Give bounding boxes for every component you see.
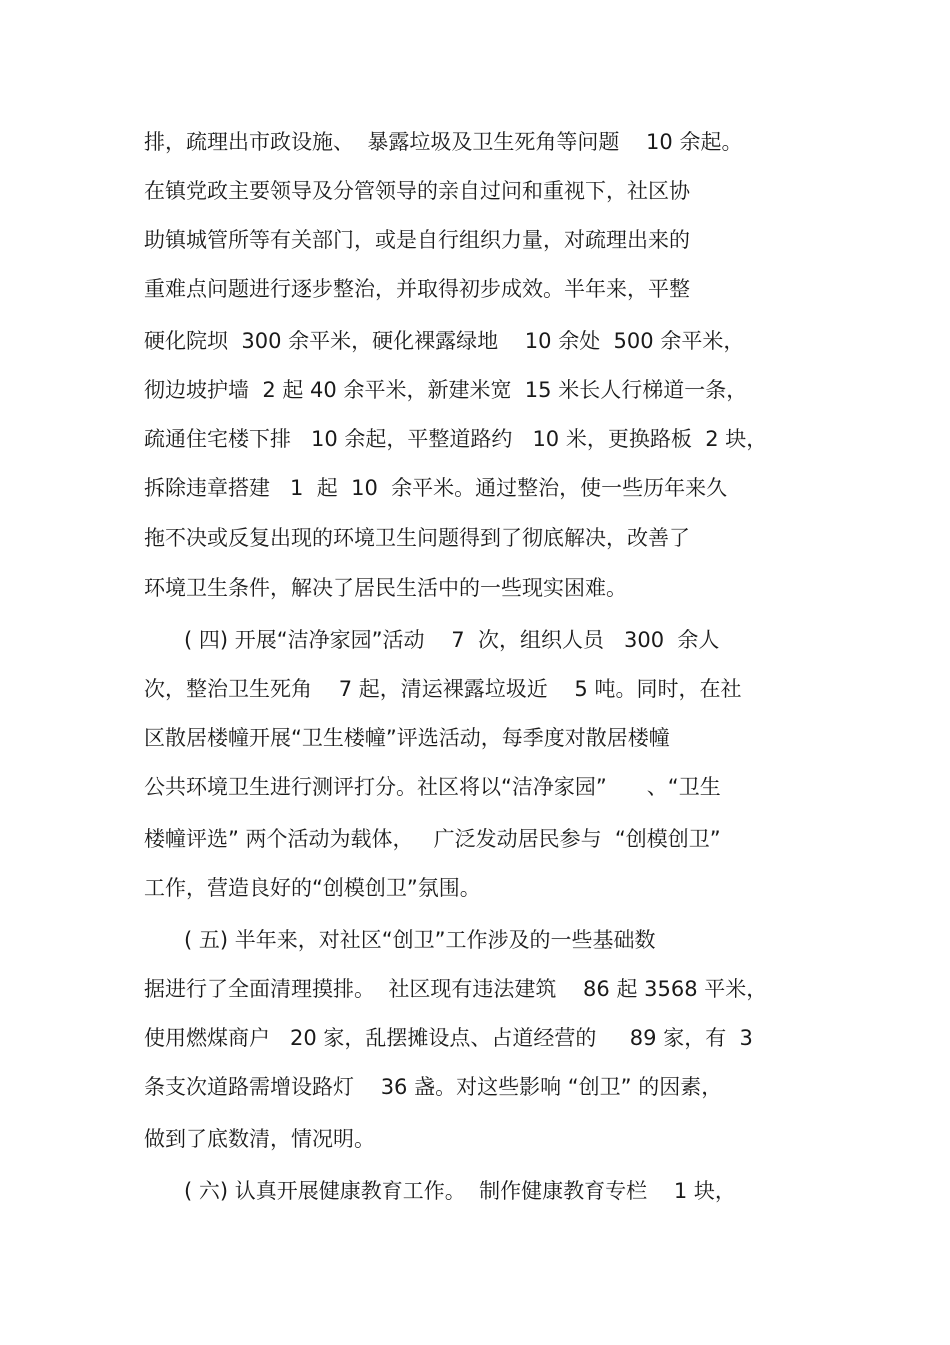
text-line-1: 排，疏理出市政设施、 暴露垃圾及卫生死角等问题 10 余起。 [144,130,743,154]
text-line-10: 环境卫生条件，解决了居民生活中的一些现实困难。 [144,576,627,600]
text-line-15: 楼幢评选” 两个活动为载体， 广泛发动居民参与 “创模创卫” [144,827,721,851]
text-line-4: 重难点问题进行逐步整治，并取得初步成效。半年来，平整 [144,277,690,301]
text-line-6: 彻边坡护墙 2 起 40 余平米，新建米宽 15 米长人行梯道一条， [144,378,748,402]
text-line-14: 公共环境卫生进行测评打分。社区将以“洁净家园” 、“卫生 [144,775,721,799]
text-line-5: 硬化院坝 300 余平米，硬化裸露绿地 10 余处 500 余平米， [144,329,745,353]
text-line-19: 使用燃煤商户 20 家，乱摆摊设点、占道经营的 89 家，有 3 [144,1026,753,1050]
text-line-9: 拖不决或反复出现的环境卫生问题得到了彻底解决，改善了 [144,526,690,550]
text-line-16: 工作，营造良好的“创模创卫”氛围。 [144,876,481,900]
text-line-13: 区散居楼幢开展“卫生楼幢”评选活动，每季度对散居楼幢 [144,726,670,750]
text-line-7: 疏通住宅楼下排 10 余起，平整道路约 10 米，更换路板 2 块， [144,427,768,451]
text-line-12: 次，整治卫生死角 7 起，清运裸露垃圾近 5 吨。同时，在社 [144,677,742,701]
text-line-8: 拆除违章搭建 1 起 10 余平米。通过整治，使一些历年来久 [144,476,728,500]
text-line-21: 做到了底数清，情况明。 [144,1127,375,1151]
text-line-17: ( 五) 半年来，对社区“创卫”工作涉及的一些基础数 [144,928,656,952]
text-line-22: ( 六) 认真开展健康教育工作。 制作健康教育专栏 1 块， [144,1179,736,1203]
text-line-2: 在镇党政主要领导及分管领导的亲自过问和重视下，社区协 [144,179,690,203]
text-line-11: ( 四) 开展“洁净家园”活动 7 次，组织人员 300 余人 [144,628,720,652]
text-line-3: 助镇城管所等有关部门，或是自行组织力量，对疏理出来的 [144,228,690,252]
text-line-18: 据进行了全面清理摸排。 社区现有违法建筑 86 起 3568 平米， [144,977,768,1001]
text-line-20: 条支次道路需增设路灯 36 盏。对这些影响 “创卫” 的因素， [144,1075,723,1099]
